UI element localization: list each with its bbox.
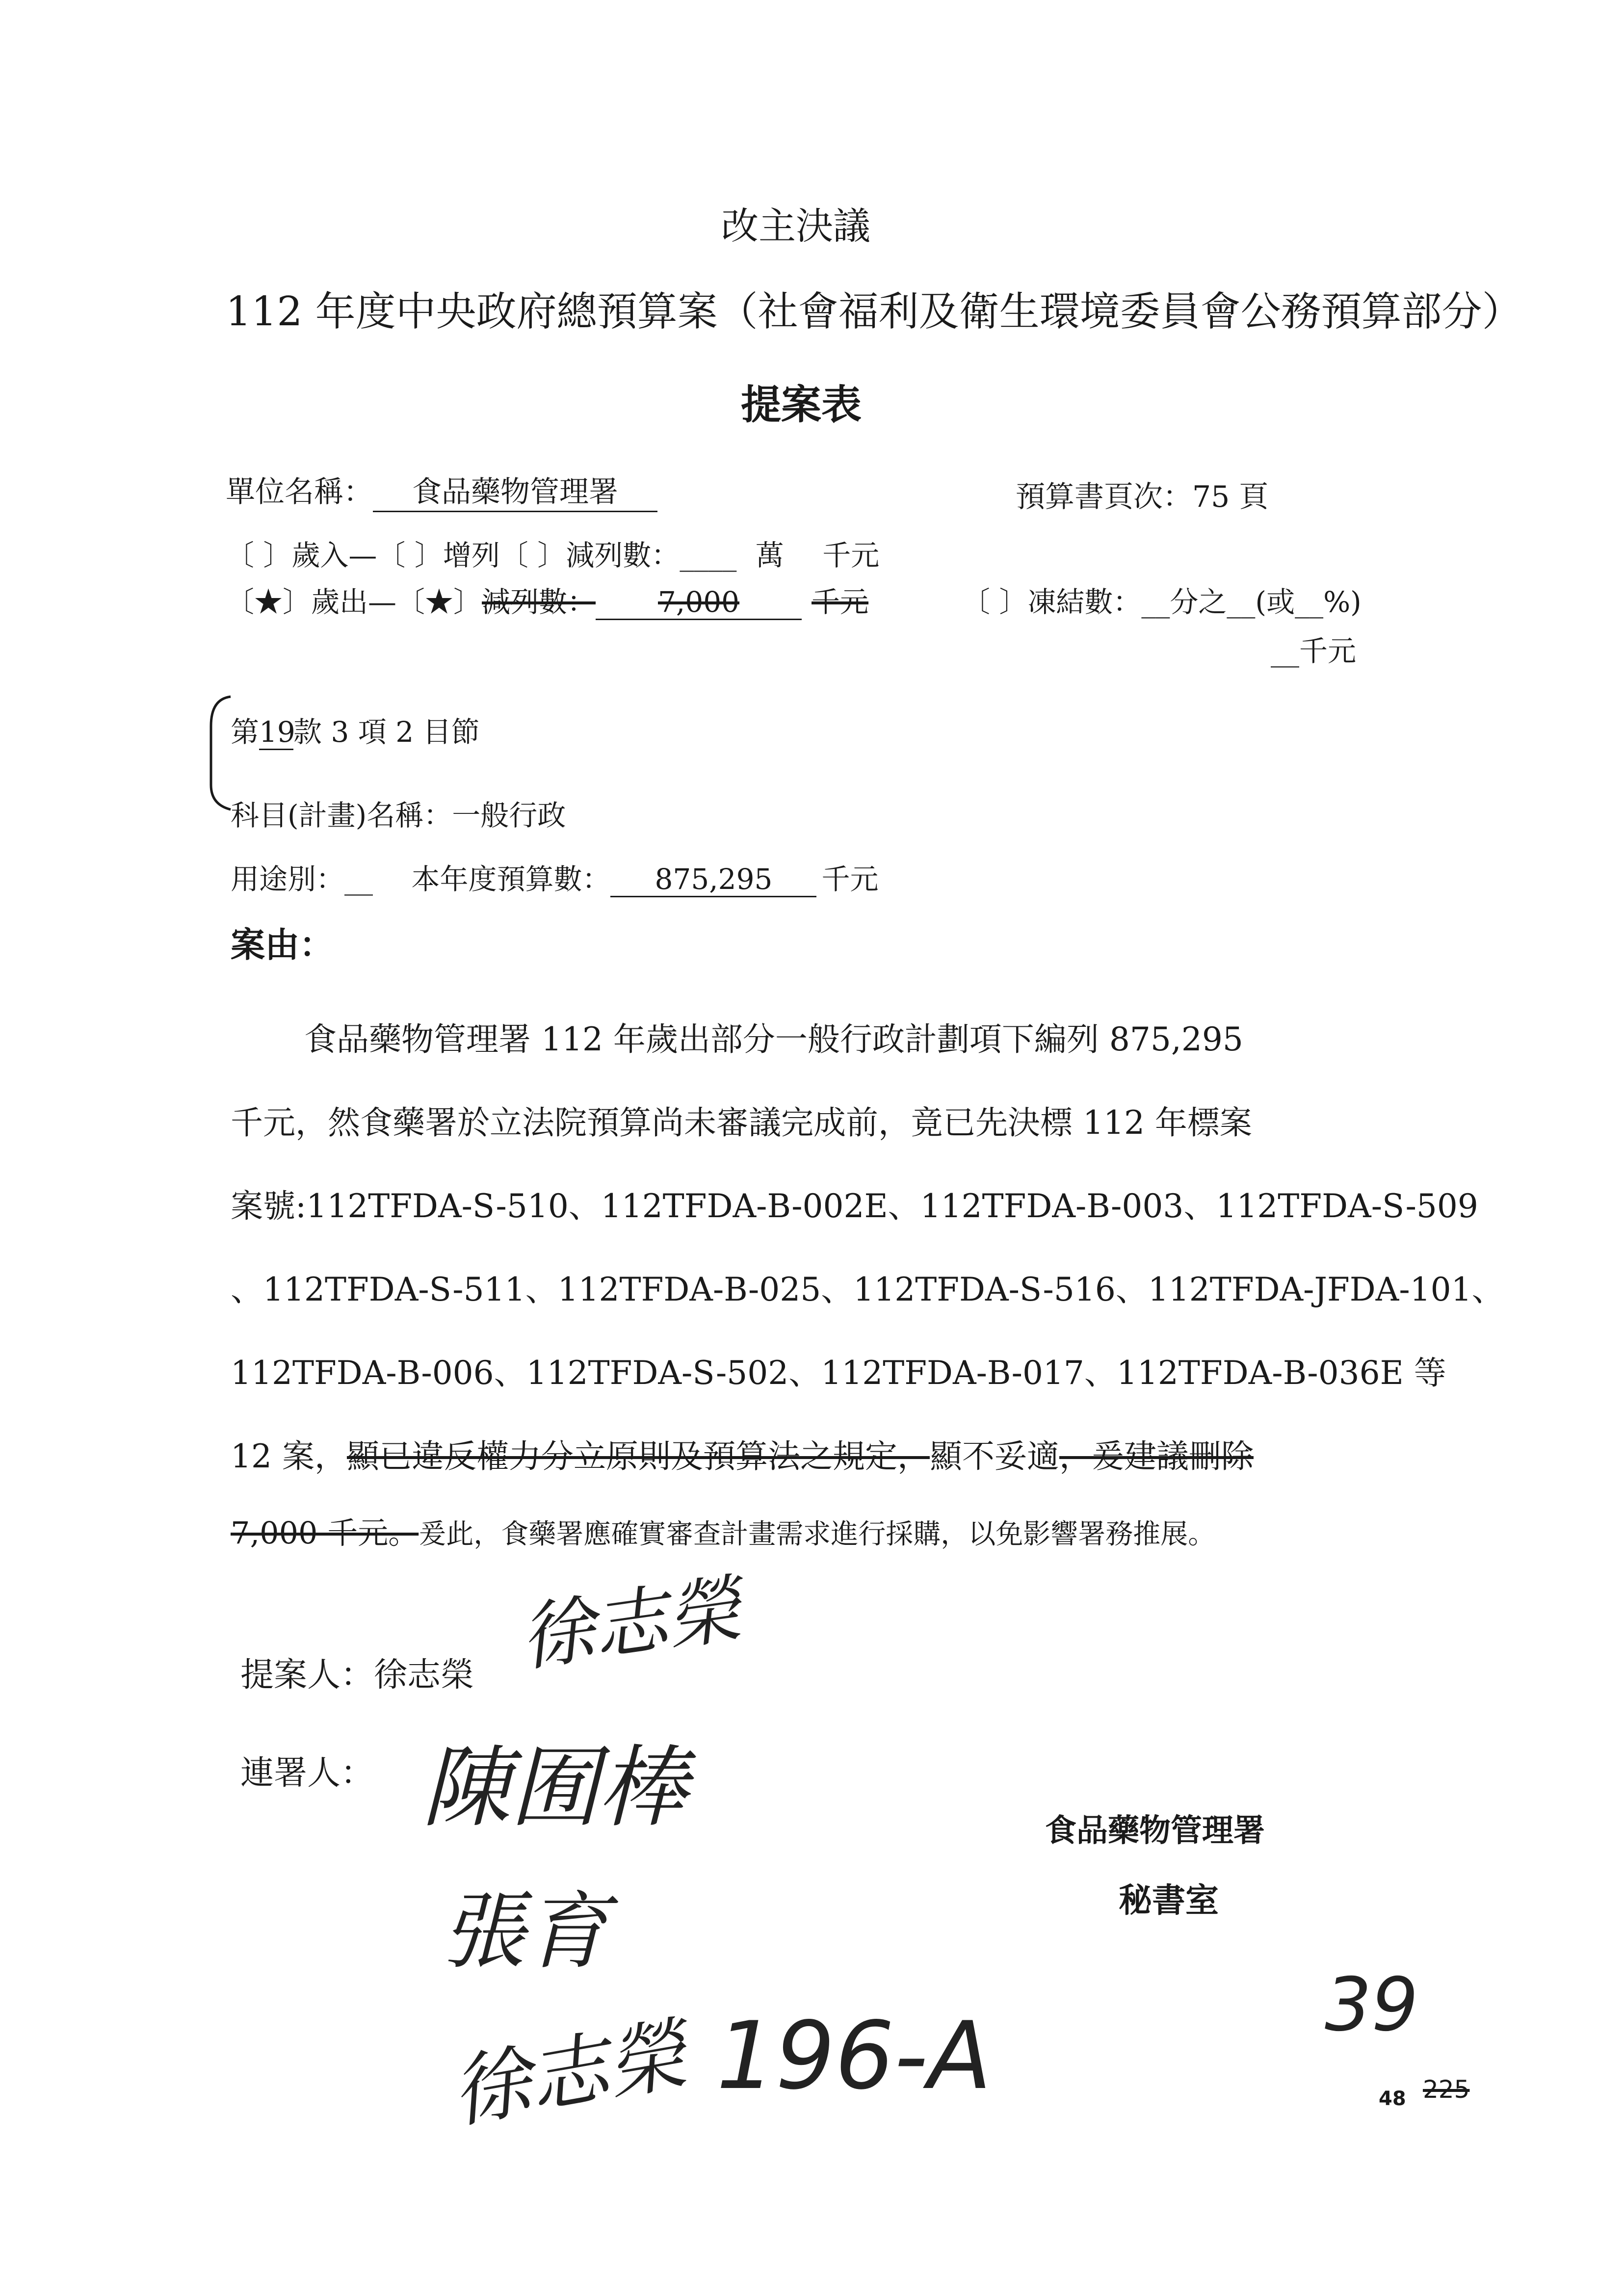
reason-line-2: 千元，然食藥署於立法院預算尚未審議完成前，竟已先決標 112 年標案: [231, 1104, 1252, 1142]
year-budget-amount: 875,295: [610, 862, 816, 897]
cut-unit: 千元: [812, 585, 869, 619]
year-budget-label: 本年度預算數：: [411, 862, 611, 896]
form-title: 提案表: [741, 381, 862, 428]
cut-label: 減列數：: [482, 585, 596, 619]
cosigner-label: 連署人：: [240, 1754, 374, 1793]
stamp-org: 食品藥物管理署: [1045, 1812, 1265, 1849]
stamp-dept: 秘書室: [1119, 1881, 1219, 1920]
reason-line-7: [231, 1509, 1215, 1552]
handwritten-page-number: 39: [1325, 1962, 1418, 2048]
unit-name: 食品藥物管理署: [373, 469, 657, 512]
unit-label: 單位名稱：: [226, 475, 373, 509]
proposer-label: 提案人：: [240, 1656, 374, 1695]
cosigner-signature-3: 徐志榮: [445, 2008, 693, 2139]
cosigner-signature-1: 陳囿棒: [422, 1737, 687, 1839]
cut-amount: 7,000: [596, 585, 802, 620]
section-number: 19: [259, 715, 293, 750]
reason-struck-phrase: 顯已違反權力分立原則及預算法之規定，: [346, 1437, 930, 1475]
proposer-name: 徐志榮: [374, 1656, 474, 1695]
amend-label: 改主決議: [721, 204, 870, 248]
use-label: 用途別：__: [231, 862, 373, 896]
section-prefix: 第: [231, 715, 260, 749]
handwritten-number: 196-A: [716, 2002, 992, 2110]
budget-page-label: 預算書頁次：75 頁: [1016, 480, 1269, 514]
budget-line: [231, 856, 878, 897]
crossed-page-number: 225: [1423, 2075, 1470, 2104]
revenue-unit-qian: 千元: [822, 539, 880, 572]
proposer-row: [240, 1648, 474, 1696]
subject-name: 科目(計畫)名稱：一般行政: [231, 799, 566, 832]
expense-text: 〔★〕歲出—〔★〕: [226, 585, 482, 619]
year-budget-unit: 千元: [821, 862, 879, 896]
reason-line-6-middle: 顯不妥適: [929, 1437, 1059, 1475]
proposer-signature: 徐志榮: [515, 1566, 746, 1682]
reason-line-6: [231, 1430, 1254, 1477]
document-title: 112 年度中央政府總預算案（社會福利及衛生環境委員會公務預算部分）: [226, 288, 1522, 335]
reason-struck-proposal: ，爰建議刪除: [1059, 1437, 1254, 1475]
revenue-blank: ____: [680, 539, 737, 572]
freeze-unit: __千元: [1271, 634, 1357, 668]
cosigner-signature-2: 張育: [442, 1883, 609, 1981]
section-rest: 款 3 項 2 目節: [293, 715, 480, 749]
revenue-text: 〔 〕歲入—〔 〕增列〔 〕減列數：: [226, 539, 680, 572]
reason-line-6-start: 12 案，: [231, 1437, 347, 1475]
freeze-text: 〔 〕凍結數：__分之__(或__%): [962, 585, 1362, 619]
reason-line-7-text: 爰此，食藥署應確實審查計畫需求進行採購，以免影響署務推展。: [419, 1518, 1216, 1550]
reason-line-3: 案號:112TFDA-S-510、112TFDA-B-002E、112TFDA-B-003、112TFDA-S-509: [231, 1187, 1478, 1225]
reason-line-5: 112TFDA-B-006、112TFDA-S-502、112TFDA-B-017、112TFDA-B-036E 等: [231, 1354, 1446, 1392]
reason-line-4: 、112TFDA-S-511、112TFDA-B-025、112TFDA-S-516、112TFDA-JFDA-101、: [231, 1271, 1504, 1308]
reason-line-1: 食品藥物管理署 112 年歲出部分一般行政計劃項下編列 875,295: [304, 1020, 1243, 1058]
section-line: [231, 709, 480, 750]
printed-page-number: 48: [1379, 2087, 1406, 2110]
revenue-unit-wan: 萬: [755, 539, 784, 572]
reason-struck-amount: 7,000 千元。: [231, 1515, 419, 1551]
reason-heading: 案由：: [231, 924, 334, 965]
